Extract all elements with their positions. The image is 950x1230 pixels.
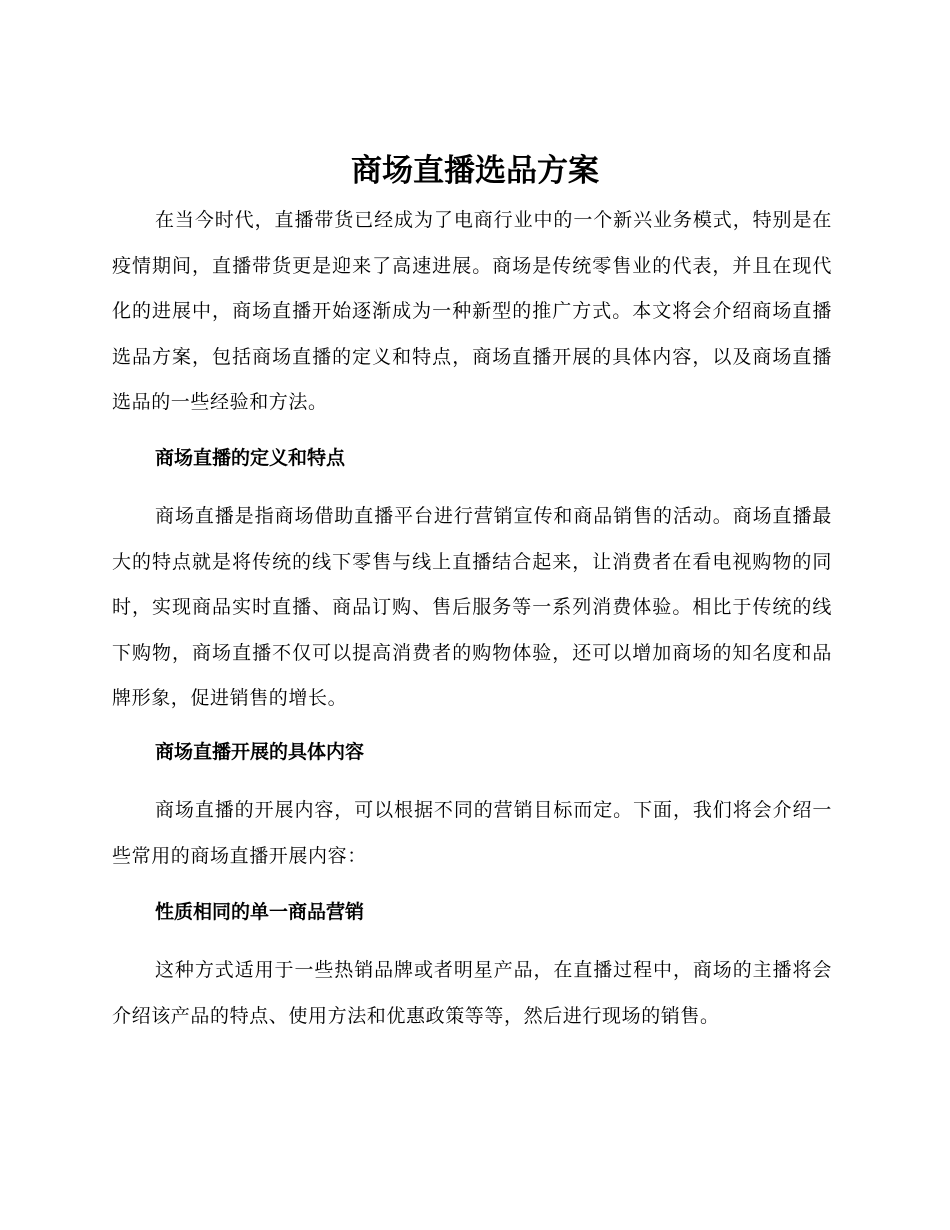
section-body-content: 商场直播的开展内容，可以根据不同的营销目标而定。下面，我们将会介绍一些常用的商场直播开展内容： (112, 799, 832, 867)
section-body-single-product: 这种方式适用于一些热销品牌或者明星产品，在直播过程中，商场的主播将会介绍该产品的特点、使用方法和优惠政策等等，然后进行现场的销售。 (112, 959, 832, 1027)
section-heading-content: 商场直播开展的具体内容 (155, 741, 365, 763)
intro-paragraph: 在当今时代，直播带货已经成为了电商行业中的一个新兴业务模式，特别是在疫情期间，直播带货更是迎来了高速进展。商场是传统零售业的代表，并且在现代化的进展中，商场直播开始逐渐成为一种新型的推广方式。本文将会介绍商场直播选品方案，包括商场直播的定义和特点，商场直播开展的具体内容，以及商场直播选品的一些经验和方法。 (112, 209, 832, 414)
section-body-definition: 商场直播是指商场借助直播平台进行营销宣传和商品销售的活动。商场直播最大的特点就是将传统的线下零售与线上直播结合起来，让消费者在看电视购物的同时，实现商品实时直播、商品订购、售后服务等一系列消费体验。相比于传统的线下购物，商场直播不仅可以提高消费者的购物体验，还可以增加商场的知名度和品牌形象，促进销售的增长。 (112, 505, 832, 710)
section-heading-definition: 商场直播的定义和特点 (155, 447, 346, 469)
section-heading-single-product: 性质相同的单一商品营销 (155, 901, 365, 923)
document-title: 商场直播选品方案 (351, 153, 599, 189)
